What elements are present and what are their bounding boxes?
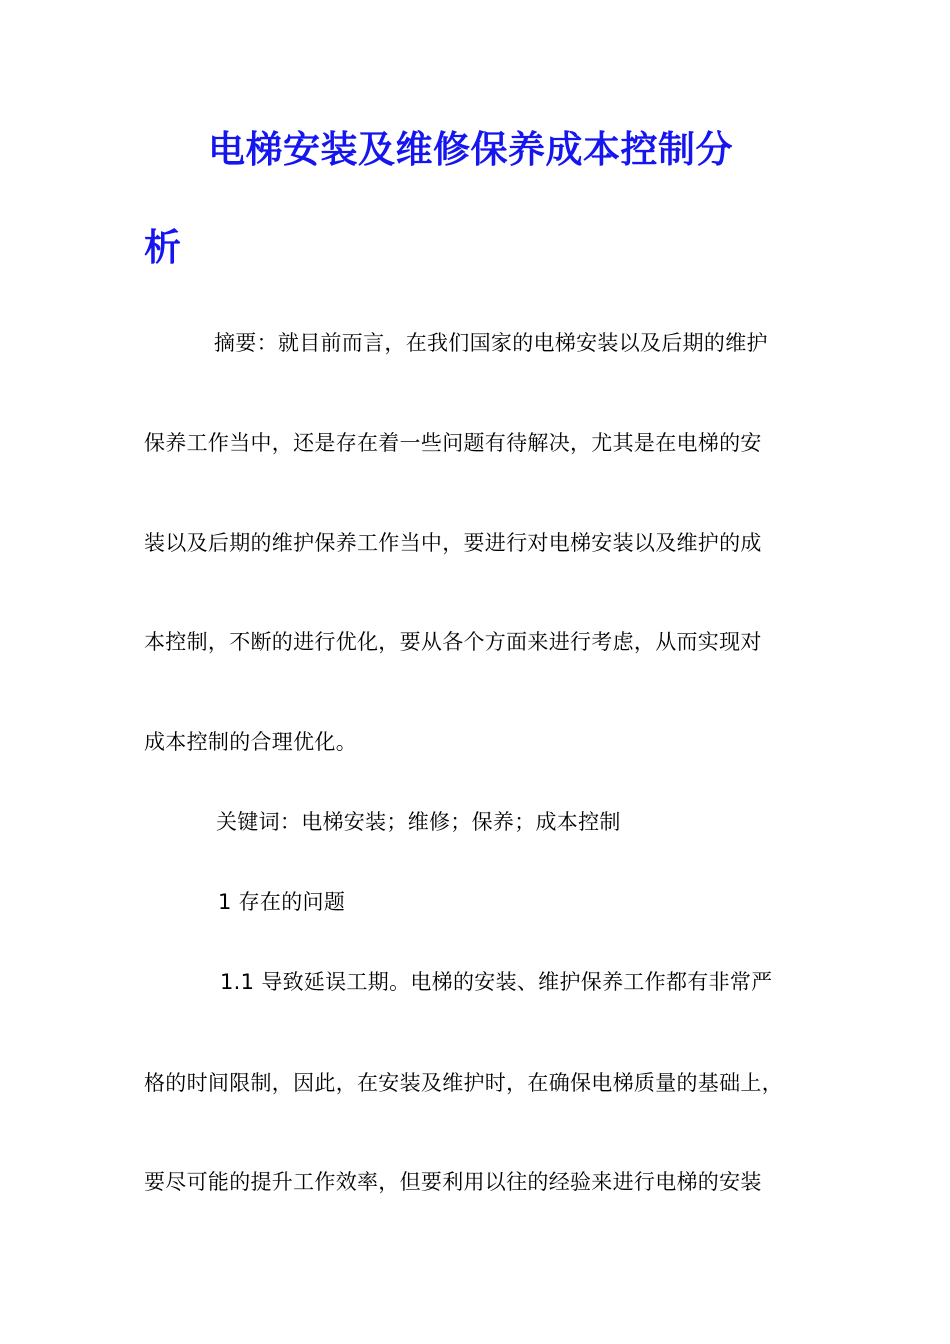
abstract-line: 成本控制的合理优化。: [144, 730, 357, 754]
body-line: 格的时间限制，因此，在安装及维护时，在确保电梯质量的基础上，: [144, 1071, 783, 1095]
section-heading: 1 存在的问题: [218, 890, 346, 914]
body-line: 要尽可能的提升工作效率，但要利用以往的经验来进行电梯的安装: [144, 1170, 762, 1194]
document-title-line-1: 电梯安装及维修保养成本控制分: [208, 128, 733, 171]
abstract-line: 摘要：就目前而言，在我们国家的电梯安装以及后期的维护: [214, 331, 768, 355]
abstract-line: 保养工作当中，还是存在着一些问题有待解决，尤其是在电梯的安: [144, 431, 762, 455]
document-title-line-2: 析: [144, 226, 182, 269]
abstract-line: 装以及后期的维护保养工作当中，要进行对电梯安装以及维护的成: [144, 531, 762, 555]
keywords-line: 关键词：电梯安装；维修；保养；成本控制: [216, 810, 621, 834]
abstract-line: 本控制，不断的进行优化，要从各个方面来进行考虑，从而实现对: [144, 630, 762, 654]
body-line: 1.1 导致延误工期。电梯的安装、维护保养工作都有非常严: [220, 970, 773, 994]
